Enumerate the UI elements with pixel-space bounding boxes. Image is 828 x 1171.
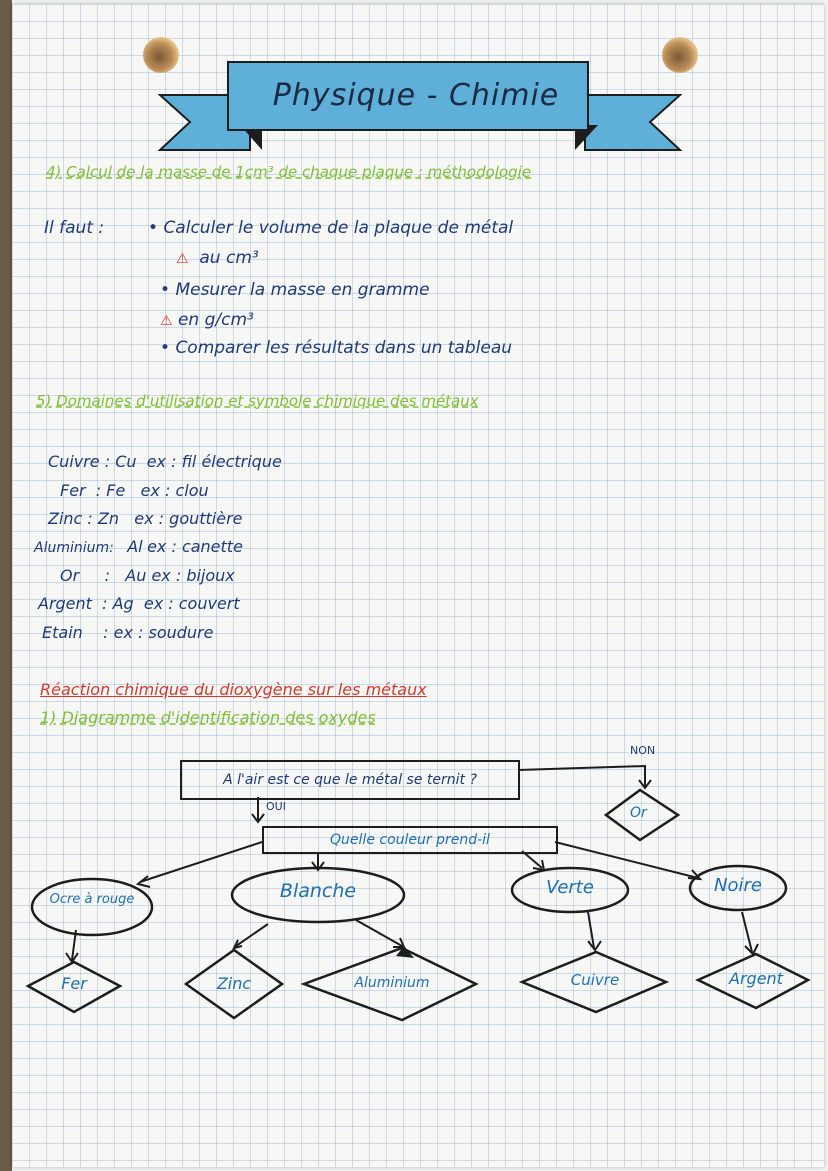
arrow-blanche-aluminium <box>356 920 402 946</box>
metal-row: Or : Au ex : bijoux <box>60 566 235 585</box>
reaction-subheading: 1) Diagramme d'identification des oxydes <box>40 708 376 727</box>
metal-row: Fer : Fe ex : clou <box>60 481 209 500</box>
arrow-blanche-zinc <box>236 924 268 946</box>
step-2: • Mesurer la masse en gramme <box>160 280 430 300</box>
question-box-couleur: Quelle couleur prend-il <box>262 826 558 854</box>
arrow-to-noire <box>555 842 698 878</box>
metal-row: Etain : ex : soudure <box>42 623 214 642</box>
section4-heading: 4) Calcul de la masse de 1cm³ de chaque plaque : méthodologie <box>46 163 532 181</box>
label-blanche: Blanche <box>279 880 357 902</box>
section4-intro: Il faut : <box>44 218 105 238</box>
reaction-heading: Réaction chimique du dioxygène sur les métaux <box>40 680 427 699</box>
step-3: • Comparer les résultats dans un tableau <box>160 338 513 358</box>
no-label: NON <box>630 744 656 757</box>
label-fer: Fer <box>61 974 87 993</box>
arrow-no <box>518 766 645 786</box>
label-aluminium: Aluminium <box>354 975 430 991</box>
section5-heading: 5) Domaines d'utilisation et symbole chimique des métaux <box>36 392 479 410</box>
yes-label: OUI <box>266 800 286 813</box>
metal-row: Cuivre : Cu ex : fil électrique <box>48 452 282 471</box>
step-1: • Calculer le volume de la plaque de métal <box>148 218 514 238</box>
label-cuivre: Cuivre <box>570 971 620 989</box>
page-title: Physique - Chimie <box>272 77 560 113</box>
question-box-air: A l'air est ce que le métal se ternit ? <box>180 760 520 800</box>
label-zinc: Zinc <box>216 974 252 993</box>
label-argent: Argent <box>729 969 783 988</box>
metal-row: Aluminium: Al ex : canette <box>34 537 243 556</box>
label-noire: Noire <box>714 875 762 896</box>
step-2-note: ⚠ en g/cm³ <box>160 310 254 330</box>
warning-icon: ⚠ <box>176 251 189 267</box>
warning-icon: ⚠ <box>160 313 173 329</box>
arrow-noire-argent <box>742 912 752 952</box>
label-ocre: Ocre à rouge <box>49 892 135 907</box>
step-1-note: ⚠ au cm³ <box>176 248 259 268</box>
label-verte: Verte <box>546 877 594 898</box>
metal-row: Zinc : Zn ex : gouttière <box>48 509 243 528</box>
arrow-to-ocre <box>140 842 262 882</box>
or-label: Or <box>630 805 647 821</box>
metal-row: Argent : Ag ex : couvert <box>38 594 240 613</box>
node-ocre <box>32 879 152 935</box>
